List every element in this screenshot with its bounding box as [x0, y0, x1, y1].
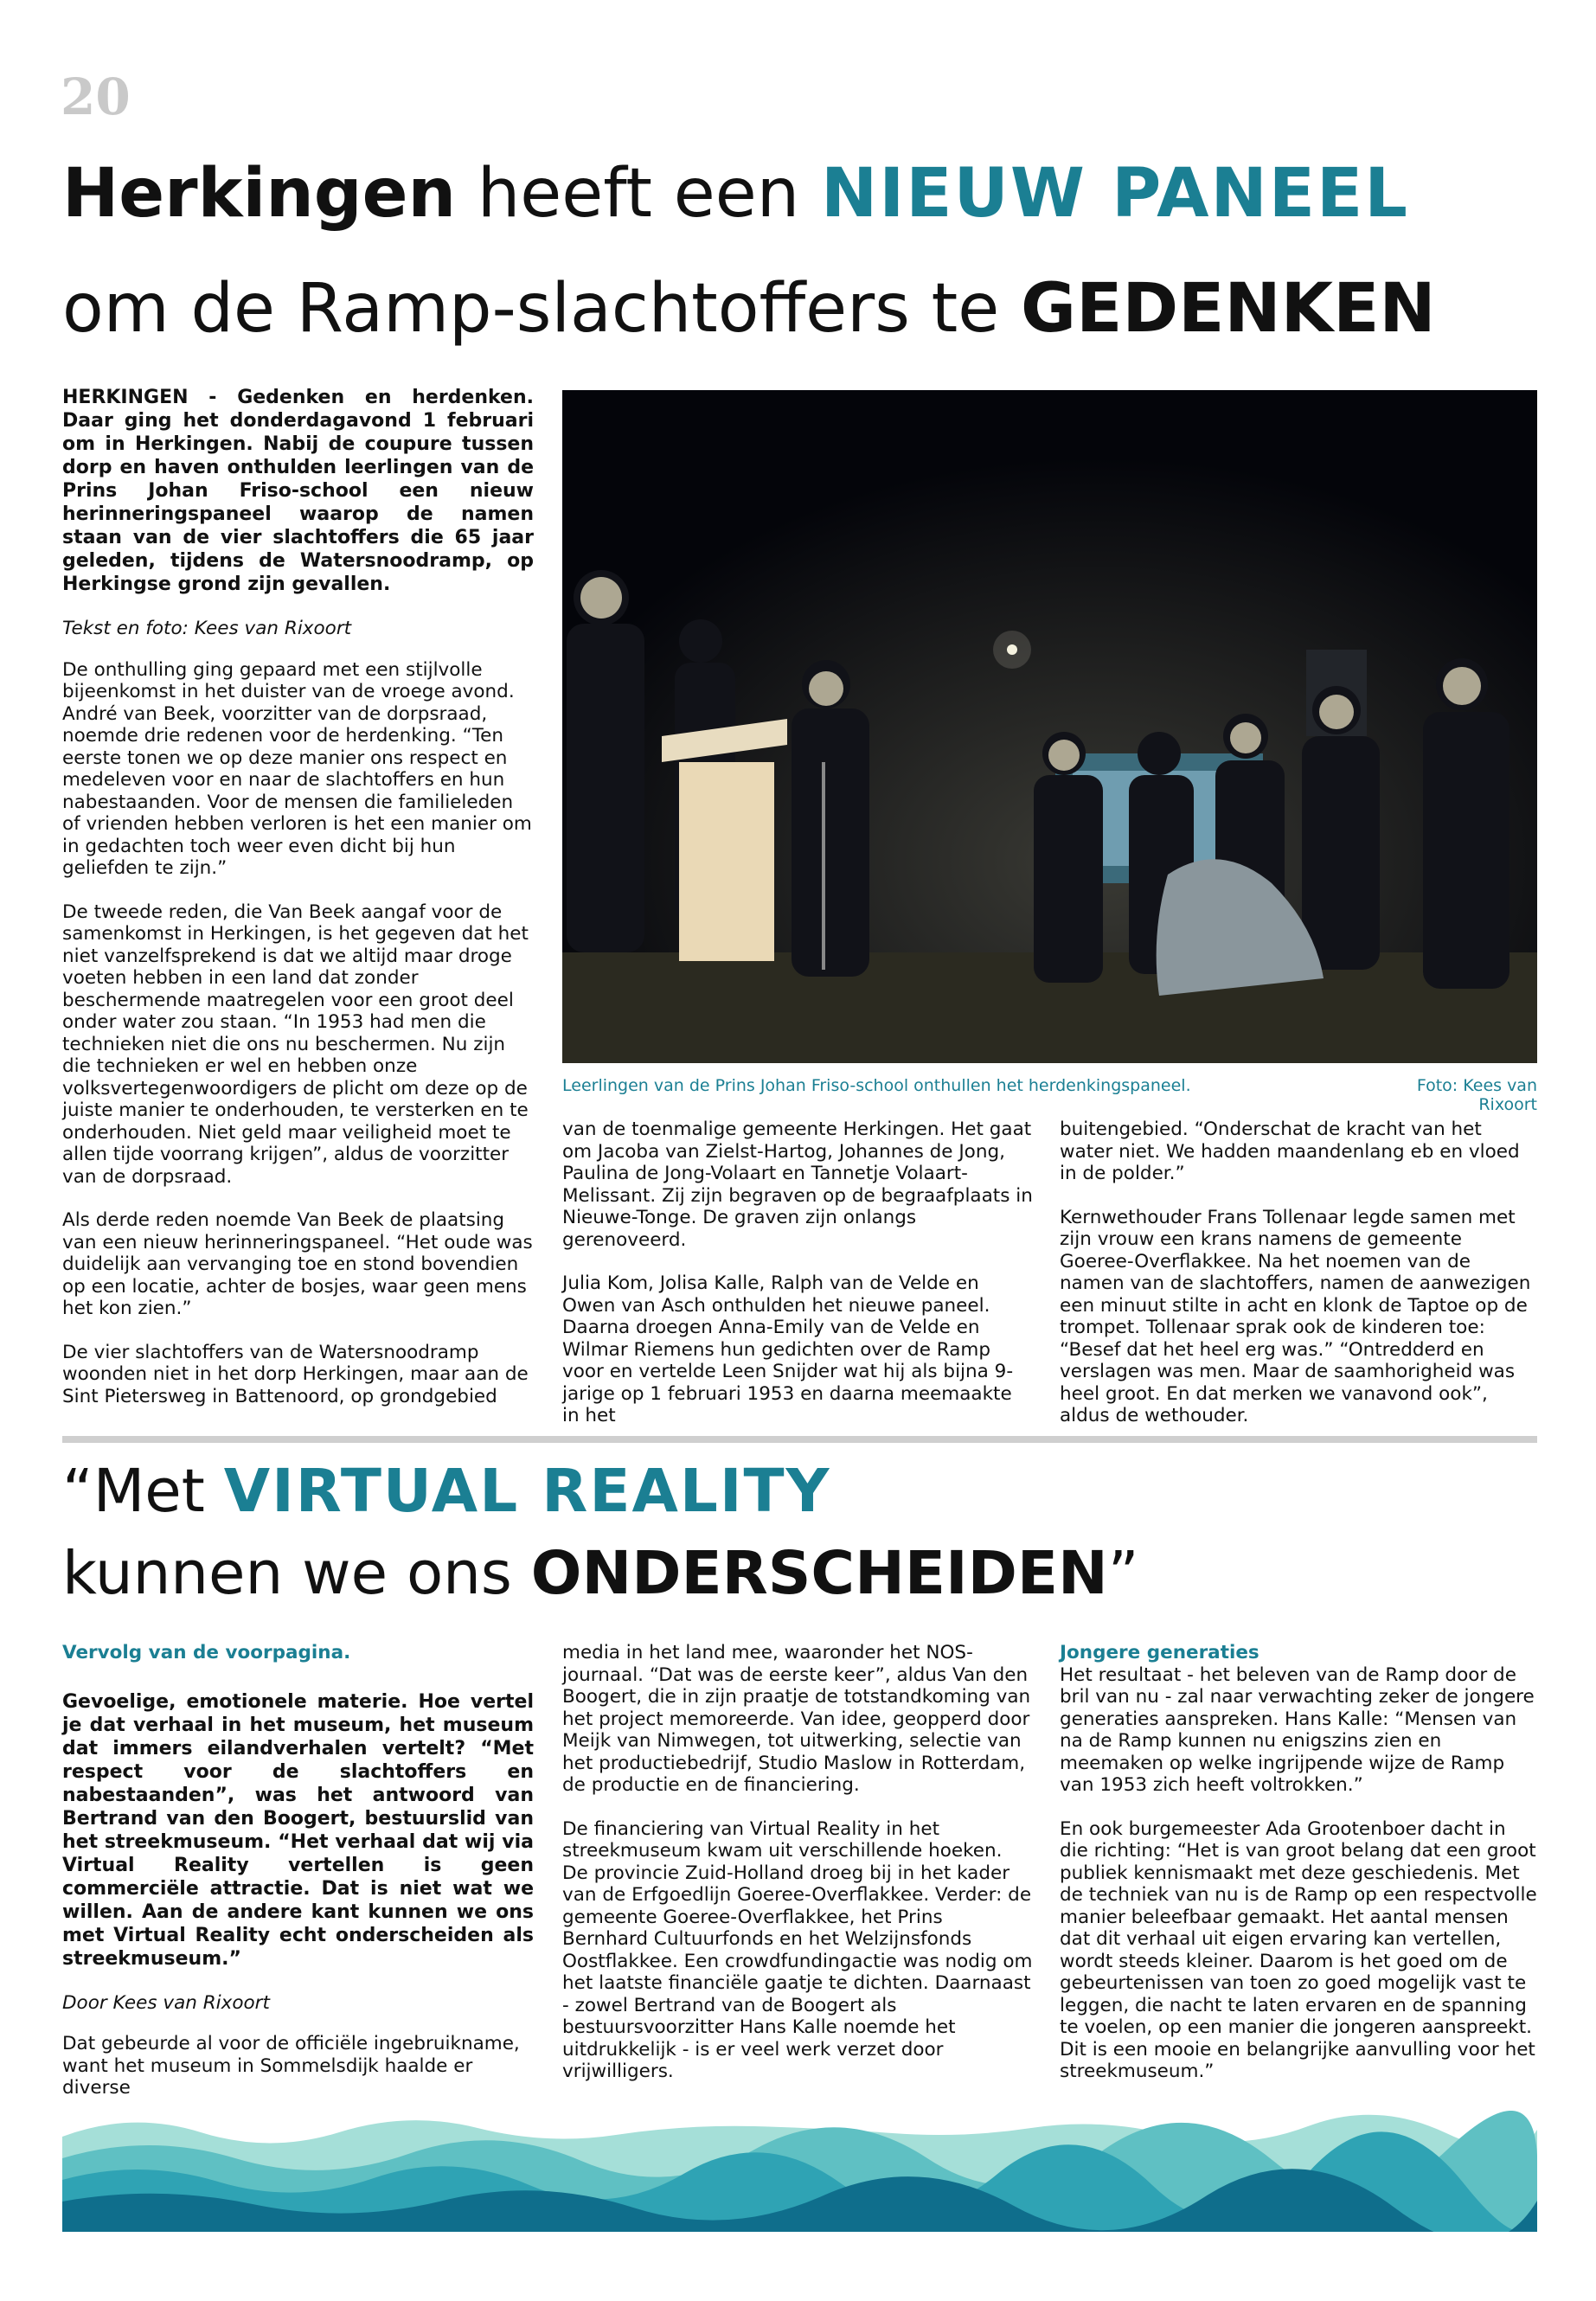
article1-paragraph: Kernwethouder Frans Tollenaar legde samen met zijn vrouw een krans namens de gemeente Goeree-Overflakkee. Na het noemen van de namen van de slachtoffers, namen de aanwezigen een minuut stilte in acht en klonk de Taptoe op de trompet. Tollenaar sprak ook de kinderen toe: “Besef dat het heel erg was.” “Ontredderd en verslagen was men. Maar de saamhorigheid was heel groot. En dat merken we vanavond ook”, aldus de wethouder. — [1060, 1206, 1531, 1426]
article2-paragraph: En ook burgemeester Ada Grootenboer dacht in die richting: “Het is van groot belang dat een groot publiek kennismaakt met deze geschiedenis. Met de techniek van nu is de Ramp op een respectvolle manier beleefbaar gemaakt. Het aantal mensen dat dit verhaal uit eigen ervaring kan vertellen, wordt steeds kleiner. Daarom is het goed om de gebeurtenissen van toen zo goed mogelijk vast te leggen, die nacht te laten ervaren en de spanning te voelen, op een manier die jongeren aanspreekt. Dit is een mooie en belangrijke aanvulling voor het streekmuseum.” — [1060, 1817, 1537, 2082]
photo-caption: Leerlingen van de Prins Johan Friso-school onthullen het herdenkingspaneel. — [562, 1076, 1191, 1095]
continued-label: Vervolg van de voorpagina. — [62, 1642, 351, 1663]
article2-lead: Gevoelige, emotionele materie. Hoe vertel je dat verhaal in het museum, het museum dat immers eilandverhalen vertelt? “Met respect voor de slachtoffers en nabestaanden”, was het antwoord van Bertrand van den Boogert, bestuurslid van het streekmuseum. “Het verhaal dat wij via Virtual Reality vertellen is geen commerciële attractie. Dat is niet wat we willen. Aan de andere kant kunnen we ons met Virtual Reality echt onderscheiden als streekmuseum.” — [62, 1690, 534, 1970]
title-keyword: ONDERSCHEIDEN — [530, 1539, 1108, 1608]
article1-paragraph: De onthulling ging gepaard met een stijlvolle bijeenkomst in het duister van de vroege avond. André van Beek, voorzitter van de dorpsraad, noemde drie redenen voor de herdenking. “Ten eerste tonen we op deze manier ons respect en medeleven voor en naar de slachtoffers en hun nabestaanden. Voor de mensen die familieleden of vrienden hebben verloren is het een manier om in gedachten toch weer even dicht bij hun geliefden te zijn.” — [62, 658, 532, 879]
title-text: “Met — [62, 1457, 224, 1526]
title-keyword: GEDENKEN — [1021, 270, 1436, 348]
decorative-waves — [62, 2111, 1537, 2232]
article1-title-line2 — [62, 270, 1537, 375]
article2-column3 — [1060, 1642, 1537, 2105]
title-highlight: NIEUW PANEEL — [820, 155, 1409, 233]
article1-paragraph: van de toenmalige gemeente Herkingen. Het gaat om Jacoba van Zielst-Hartog, Johannes de Jong, Paulina de Jong-Volaart en Tannetje Volaart-Melissant. Zij zijn begraven op de begraafplaats in Nieuwe-Tonge. De graven zijn onlangs gerenoveerd. — [562, 1118, 1033, 1251]
article1-column1 — [62, 386, 534, 1429]
article1-column2 — [562, 1118, 1034, 1449]
article1-paragraph: buitengebied. “Onderschat de kracht van het water niet. We hadden maandenlang eb en vloed in de polder.” — [1060, 1118, 1520, 1184]
article2-byline: Door Kees van Rixoort — [62, 1991, 270, 2014]
article1-column3 — [1060, 1118, 1537, 1449]
article2-column1 — [62, 1642, 534, 2121]
article-separator — [62, 1436, 1537, 1443]
article2-title-line2 — [62, 1539, 1537, 1632]
title-text: ” — [1107, 1539, 1139, 1608]
article1-lead: HERKINGEN - Gedenken en herdenken. Daar ging het donderdagavond 1 februari om in Herkingen. Nabij de coupure tussen dorp en haven onthulden leerlingen van de Prins Johan Friso-school een nieuw herinneringspaneel waarop de namen staan van de vier slachtoffers die 65 jaar geleden, tijdens de Watersnoodramp, op Herkingse grond zijn gevallen. — [62, 387, 534, 595]
article2-paragraph: Dat gebeurde al voor de officiële ingebruikname, want het museum in Sommelsdijk haalde er diverse — [62, 2033, 520, 2099]
article2-paragraph: Het resultaat - het beleven van de Ramp door de bril van nu - zal naar verwachting zeker de jongere generaties aanspreken. Hans Kalle: “Mensen van na de Ramp kunnen nu enigszins zien en meemaken op welke ingrijpende wijze de Ramp van 1953 zich heeft voltrokken.” — [1060, 1663, 1535, 1796]
article2-paragraph: De financiering van Virtual Reality in het streekmuseum kwam uit verschillende hoeken. De provincie Zuid-Holland droeg bij in het kader van de Erfgoedlijn Goeree-Overflakkee. Verder: de gemeente Goeree-Overflakkee, het Prins Bernhard Cultuurfonds en het Welzijnsfonds Oostflakkee. Een crowdfundingactie was nodig om het laatste financiële gaatje te dichten. Daarnaast - zowel Bertrand van de Boogert als bestuursvoorzitter Hans Kalle noemde het uitdrukkelijk - is er veel werk verzet door vrijwilligers. — [562, 1817, 1033, 2082]
article1-paragraph: Als derde reden noemde Van Beek de plaatsing van een nieuw herinneringspaneel. “Het oude was duidelijk aan vervanging toe en stond bovendien op een locatie, achter de bosjes, waar geen mens het kon zien.” — [62, 1209, 533, 1319]
title-highlight: VIRTUAL REALITY — [223, 1457, 831, 1526]
article1-paragraph: De tweede reden, die Van Beek aangaf voor de samenkomst in Herkingen, is het gegeven dat het niet vanzelfsprekend is dat we altijd maar droge voeten hebben in een land dat zonder beschermende maatregelen voor een groot deel onder water zou staan. “In 1953 had men die technieken niet die ons nu beschermen. Nu zijn die technieken er wel en hebben onze volksvertegenwoordigers de plicht om deze op de juiste manier te onderhouden, te versterken en te onderhouden. Niet geld maar veiligheid moet te allen tijde voorrang krijgen”, aldus de voorzitter van de dorpsraad. — [62, 901, 529, 1188]
photo-credit: Foto: Kees van Rixoort — [1416, 1076, 1537, 1114]
title-text: kunnen we ons — [62, 1539, 531, 1608]
title-text: om de Ramp-slachtoffers te — [62, 270, 1022, 348]
article1-title-line1 — [62, 155, 1537, 260]
article2-paragraph: media in het land mee, waaronder het NOS-journaal. “Dat was de eerste keer”, aldus Van den Boogert, die in zijn praatje de totstandkoming van het project memoreerde. Van idee, geopperd door Meijk van Nimwegen, tot uitwerking, selectie van het productiebedrijf, Studio Maslow in Rotterdam, de productie en de financiering. — [562, 1642, 1031, 1796]
article1-paragraph: De vier slachtoffers van de Watersnoodramp woonden niet in het dorp Herkingen, maar aan de Sint Pietersweg in Battenoord, op grondgebied — [62, 1341, 529, 1407]
title-text: heeft een — [456, 155, 821, 233]
page-number: 20 — [61, 67, 131, 126]
article2-column2 — [562, 1642, 1034, 2105]
ceremony-photo-illustration — [562, 390, 1537, 1063]
title-keyword: Herkingen — [62, 155, 457, 233]
article1-byline: Tekst en foto: Kees van Rixoort — [62, 618, 352, 639]
article2-title-line1 — [62, 1457, 1537, 1550]
article1-paragraph: Julia Kom, Jolisa Kalle, Ralph van de Velde en Owen van Asch onthulden het nieuwe paneel. Daarna droegen Anna-Emily van de Velde en Wilmar Riemens hun gedichten over de Ramp voor en vertelde Leen Snijder wat hij als bijna 9-jarige op 1 februari 1953 en daarna meemaakte in het — [562, 1272, 1014, 1426]
article-photo — [562, 390, 1537, 1063]
section-heading: Jongere generaties — [1060, 1642, 1259, 1663]
